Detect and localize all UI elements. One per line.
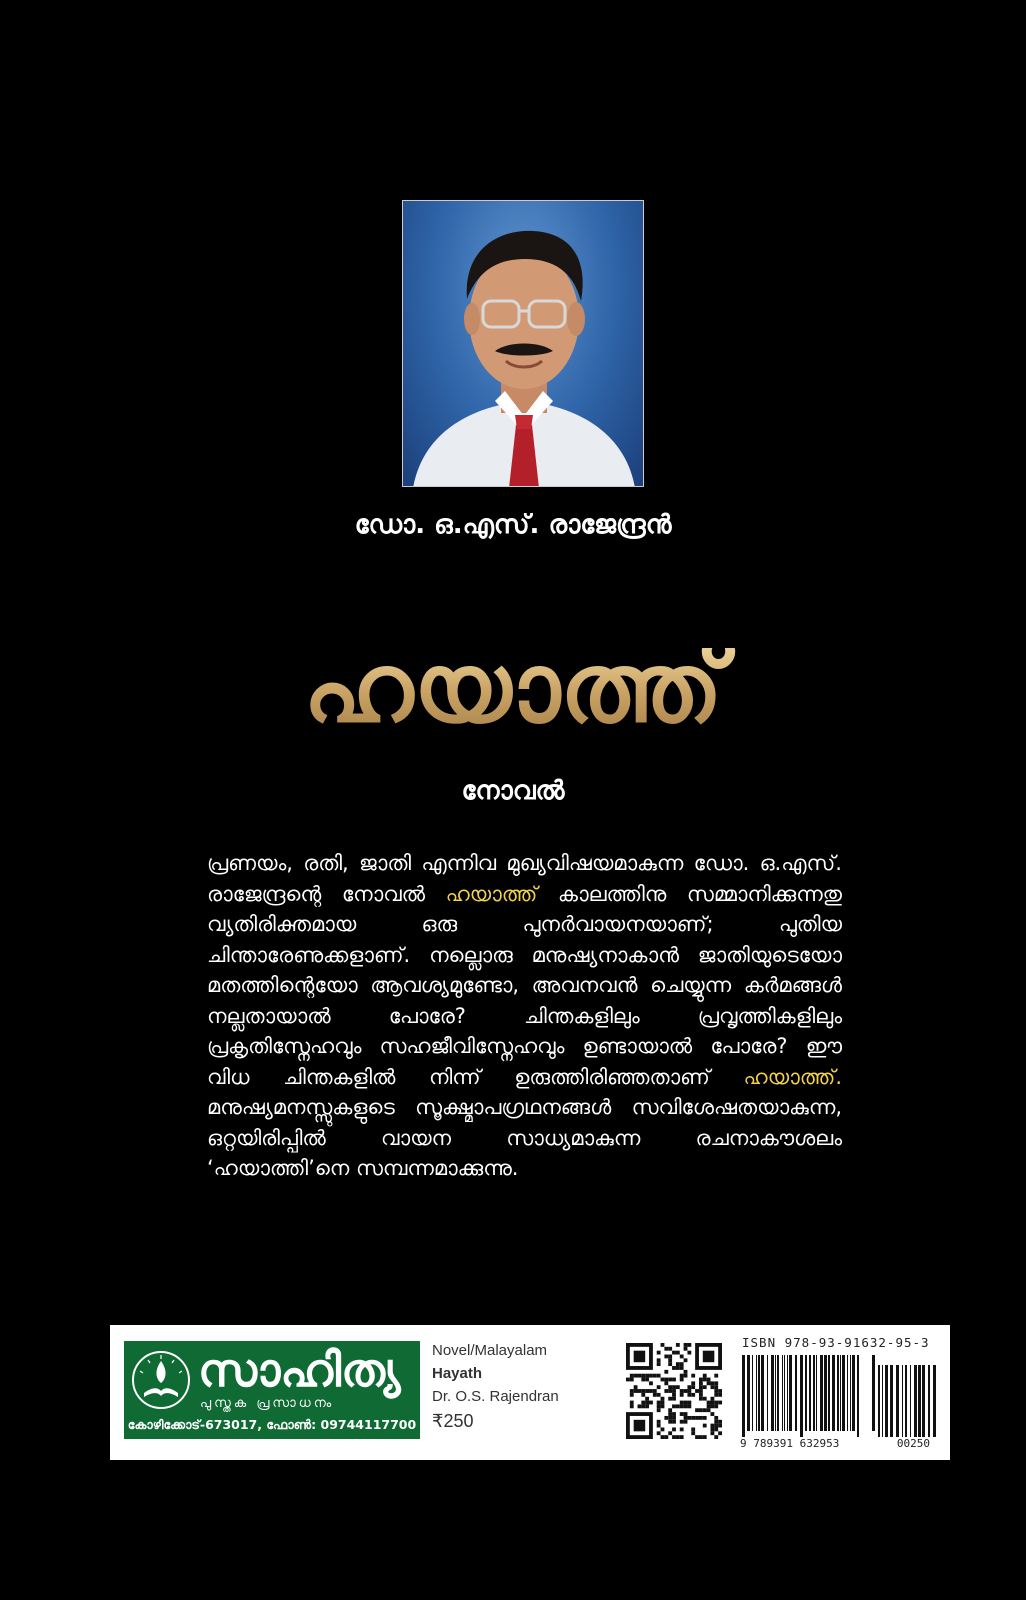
barcode-icon [740, 1355, 938, 1437]
blurb-part-3: മനുഷ്യമനസ്സുകളുടെ സൂക്ഷ്മാപഗ്രഥനങ്ങൾ സവിശേഷതയാകുന്ന, ഒറ്റയിരിപ്പിൽ വായന സാധ്യമാകുന്ന രചനാകൗശലം ‘ഹയാത്തി’നെ സമ്പന്നമാക്കുന്നു. [207, 1095, 842, 1180]
genre-label: നോവൽ [461, 776, 565, 806]
qr-code-icon [626, 1343, 722, 1439]
meta-title: Hayath [432, 1365, 483, 1382]
publisher-logo [124, 1341, 420, 1439]
author-name: ഡോ. ഒ.എസ്. രാജേന്ദ്രൻ [354, 510, 672, 540]
barcode-digits-addon: 00250 [896, 1437, 930, 1450]
blurb-part-2: കാലത്തിനു സമ്മാനിക്കുന്നതു വ്യതിരിക്തമായ ഒരു പുനർവായനയാണ്; പുതിയ ചിന്താരേണുക്കളാണ്. നല്ലൊരു മനുഷ്യനാകാൻ ജാതിയുടെയോ മതത്തിന്റെയോ ആവശ്യമുണ്ടോ, അവനവൻ ചെയ്യുന്ന കർമങ്ങൾ നല്ലതായാൽ പോരേ? ചിന്തകളിലും പ്രവൃത്തികളിലും പ്രകൃതിസ്നേഹവും സഹജീവിസ്നേഹവും ഉണ്ടായാൽ പോരേ? ഈ വിധ ചിന്തകളിൽ നിന്ന് ഉരുത്തിരിഞ്ഞതാണ് [207, 881, 842, 1089]
author-portrait [402, 200, 644, 487]
meta-price: ₹250 [432, 1411, 474, 1431]
blurb-part-1: പ്രണയം, രതി, ജാതി എന്നിവ മുഖ്യവിഷയമാകുന്ന ഡോ. ഒ.എസ്. രാജേന്ദ്രന്റെ നോവൽ [207, 851, 842, 906]
blurb-text [207, 848, 842, 1184]
meta-author: Dr. O.S. Rajendran [432, 1388, 559, 1405]
footer-band [110, 1325, 950, 1460]
publisher-name: സാഹിത്യ [198, 1343, 401, 1397]
book-meta [432, 1339, 559, 1433]
isbn-label: ISBN 978-93-91632-95-3 [742, 1335, 930, 1350]
blurb-highlight-1: ഹയാത്ത് [445, 881, 538, 906]
publisher-subtitle: പുസ്തക പ്രസാധനം [200, 1396, 335, 1411]
portrait-figure [403, 201, 644, 487]
blurb-highlight-2: ഹയാത്ത്. [743, 1064, 842, 1089]
publisher-address: കോഴിക്കോട്-673017, ഫോൺ: 09744117700 [127, 1417, 417, 1432]
meta-category: Novel/Malayalam [432, 1342, 548, 1359]
book-title: ഹയാത്ത് [0, 640, 1026, 736]
publisher-emblem-icon [130, 1349, 192, 1411]
barcode-digits-main: 9 789391 632953 [740, 1437, 840, 1450]
